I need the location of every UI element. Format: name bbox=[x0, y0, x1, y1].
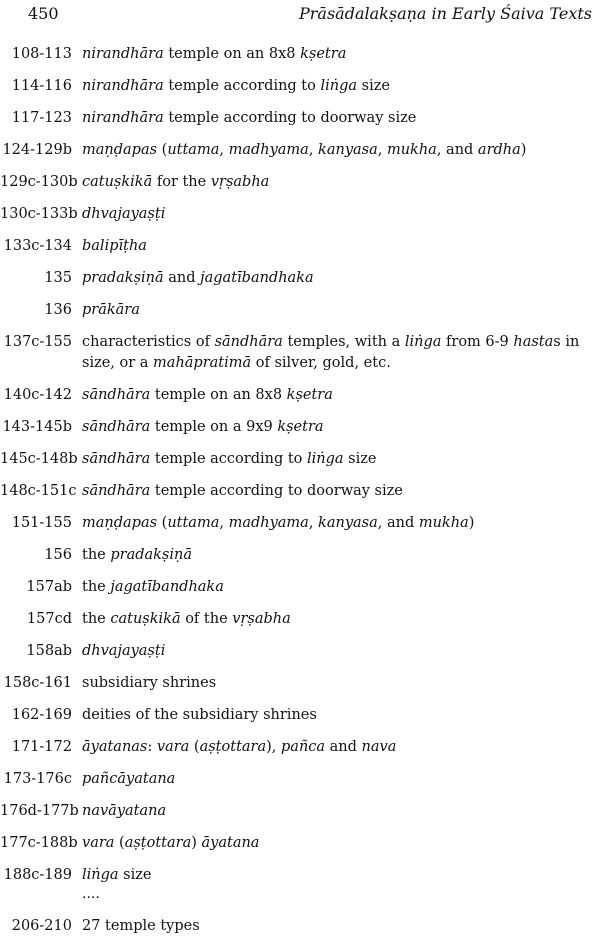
list-item bbox=[0, 481, 600, 502]
list-item bbox=[0, 865, 600, 886]
running-head: Prāsādalakṣaṇa in Early Śaiva Texts bbox=[299, 4, 592, 23]
entry-description: dhvajayaṣṭi bbox=[82, 206, 166, 222]
verse-range: 143-145b bbox=[2, 419, 72, 435]
verse-range: 176d-177b bbox=[0, 803, 79, 819]
list-item bbox=[0, 513, 600, 534]
entry-description: vara (aṣṭottara) āyatana bbox=[82, 835, 260, 851]
entry-description: the catuṣkikā of the vṛṣabha bbox=[82, 611, 291, 627]
list-item bbox=[0, 236, 600, 257]
entry-description: navāyatana bbox=[82, 803, 167, 819]
entry-description: catuṣkikā for the vṛṣabha bbox=[82, 174, 270, 190]
verse-range: 145c-148b bbox=[0, 451, 78, 467]
verse-range: 137c-155 bbox=[3, 334, 72, 350]
verse-range: 188c-189 bbox=[3, 867, 72, 883]
list-item bbox=[0, 76, 600, 97]
verse-range: 135 bbox=[44, 270, 72, 286]
entry-description: sāndhāra temple according to doorway size bbox=[82, 483, 403, 499]
entry-description: maṇḍapas (uttama, madhyama, kanyasa, mukha, and ardha) bbox=[82, 142, 527, 158]
entry-description: balipīṭha bbox=[82, 238, 147, 254]
entry-description: prākāra bbox=[82, 302, 140, 318]
entry-description: deities of the subsidiary shrines bbox=[82, 707, 317, 723]
entry-description: pradakṣiṇā and jagatībandhaka bbox=[82, 270, 314, 286]
list-item bbox=[0, 769, 600, 790]
verse-range: 156 bbox=[44, 547, 72, 563]
list-item bbox=[0, 449, 600, 470]
entry-description: nirandhāra temple according to doorway size bbox=[82, 110, 417, 126]
verse-range: 162-169 bbox=[11, 707, 72, 723]
verse-range: 114-116 bbox=[11, 78, 72, 94]
list-item bbox=[0, 44, 600, 65]
list-item bbox=[0, 204, 600, 225]
omission-ellipsis: .... bbox=[82, 886, 100, 902]
list-item bbox=[0, 417, 600, 438]
verse-range: 158ab bbox=[26, 643, 72, 659]
entry-description: sāndhāra temple on a 9x9 kṣetra bbox=[82, 419, 324, 435]
list-item bbox=[0, 609, 600, 630]
entry-description: sāndhāra temple according to liṅga size bbox=[82, 451, 377, 467]
verse-range: 129c-130b bbox=[0, 174, 78, 190]
entry-description: liṅga size bbox=[82, 867, 152, 883]
verse-range: 177c-188b bbox=[0, 835, 78, 851]
list-item bbox=[0, 172, 600, 193]
entry-description: āyatanas: vara (aṣṭottara), pañca and nava bbox=[82, 739, 397, 755]
entry-description: the jagatībandhaka bbox=[82, 579, 224, 595]
list-item bbox=[0, 673, 600, 694]
list-item bbox=[0, 140, 600, 161]
entry-description: pañcāyatana bbox=[82, 771, 176, 787]
entry-description: 27 temple types bbox=[82, 918, 200, 934]
verse-contents-list bbox=[0, 44, 600, 948]
entry-description: maṇḍapas (uttama, madhyama, kanyasa, and mukha) bbox=[82, 515, 475, 531]
list-item bbox=[0, 705, 600, 726]
verse-range: 108-113 bbox=[11, 46, 72, 62]
list-item bbox=[0, 385, 600, 406]
list-item bbox=[0, 108, 600, 129]
verse-range: 136 bbox=[44, 302, 72, 318]
verse-range: 148c-151c bbox=[0, 483, 77, 499]
verse-range: 117-123 bbox=[11, 110, 72, 126]
list-item bbox=[0, 300, 600, 321]
entry-description: characteristics of sāndhāra temples, with a liṅga from 6-9 hastas in size, or a mahāpratimā of silver, gold, etc. bbox=[82, 334, 580, 371]
list-item bbox=[0, 833, 600, 854]
page-number: 450 bbox=[28, 4, 59, 23]
entry-description: the pradakṣiṇā bbox=[82, 547, 192, 563]
list-item bbox=[0, 916, 600, 937]
list-item bbox=[0, 545, 600, 566]
entry-description: nirandhāra temple on an 8x8 kṣetra bbox=[82, 46, 347, 62]
entry-description: nirandhāra temple according to liṅga size bbox=[82, 78, 390, 94]
list-item bbox=[0, 268, 600, 289]
verse-range: 124-129b bbox=[2, 142, 72, 158]
verse-range: 130c-133b bbox=[0, 206, 78, 222]
verse-range: 140c-142 bbox=[3, 387, 72, 403]
verse-range: 157ab bbox=[26, 579, 72, 595]
verse-range: 133c-134 bbox=[3, 238, 72, 254]
verse-range: 157cd bbox=[26, 611, 72, 627]
verse-range: 206-210 bbox=[11, 918, 72, 934]
verse-range: 151-155 bbox=[11, 515, 72, 531]
entry-description: subsidiary shrines bbox=[82, 675, 217, 691]
list-item bbox=[0, 577, 600, 598]
list-item bbox=[0, 737, 600, 758]
entry-description: dhvajayaṣṭi bbox=[82, 643, 166, 659]
page-header bbox=[0, 0, 600, 30]
entry-description: sāndhāra temple on an 8x8 kṣetra bbox=[82, 387, 333, 403]
list-item bbox=[0, 641, 600, 662]
verse-range: 158c-161 bbox=[3, 675, 72, 691]
verse-range: 173-176c bbox=[3, 771, 72, 787]
list-item bbox=[0, 801, 600, 822]
list-item bbox=[0, 332, 600, 374]
verse-range: 171-172 bbox=[11, 739, 72, 755]
